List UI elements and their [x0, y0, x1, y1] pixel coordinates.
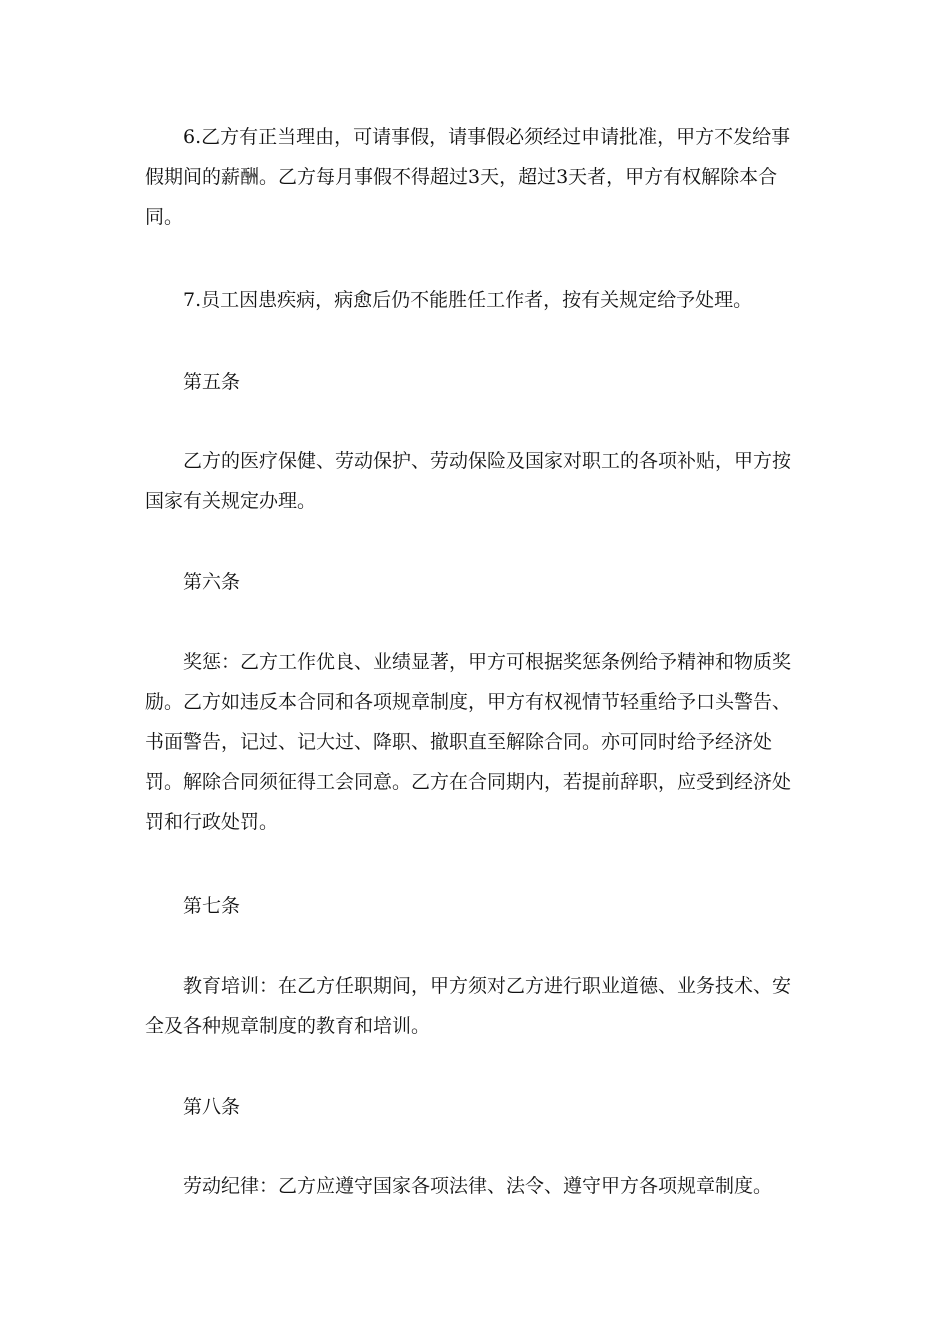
article-6-heading: 第六条 [183, 571, 241, 593]
paragraph-illness: 7.员工因患疾病，病愈后仍不能胜任工作者，按有关规定给予处理。 [183, 289, 753, 311]
paragraph-sick-leave: 6.乙方有正当理由，可请事假，请事假必须经过申请批准，甲方不发给事假期间的薪酬。乙方每月事假不得超过3天，超过3天者，甲方有权解除本合同。 [145, 126, 791, 228]
article-8-heading: 第八条 [183, 1096, 241, 1118]
paragraph-labor-discipline: 劳动纪律：乙方应遵守国家各项法律、法令、遵守甲方各项规章制度。 [183, 1175, 773, 1197]
paragraph-article-5: 乙方的医疗保健、劳动保护、劳动保险及国家对职工的各项补贴，甲方按国家有关规定办理。 [145, 450, 792, 512]
paragraph-education-training: 教育培训：在乙方任职期间，甲方须对乙方进行职业道德、业务技术、安全及各种规章制度的教育和培训。 [145, 975, 792, 1037]
article-7-heading: 第七条 [183, 895, 241, 917]
article-5-heading: 第五条 [183, 371, 241, 393]
paragraph-rewards-punishments: 奖惩：乙方工作优良、业绩显著，甲方可根据奖惩条例给予精神和物质奖励。乙方如违反本合同和各项规章制度，甲方有权视情节轻重给予口头警告、书面警告，记过、记大过、降职、撤职直至解除合同。亦可同时给予经济处罚。解除合同须征得工会同意。乙方在合同期内，若提前辞职，应受到经济处罚和行政处罚。 [145, 651, 792, 833]
